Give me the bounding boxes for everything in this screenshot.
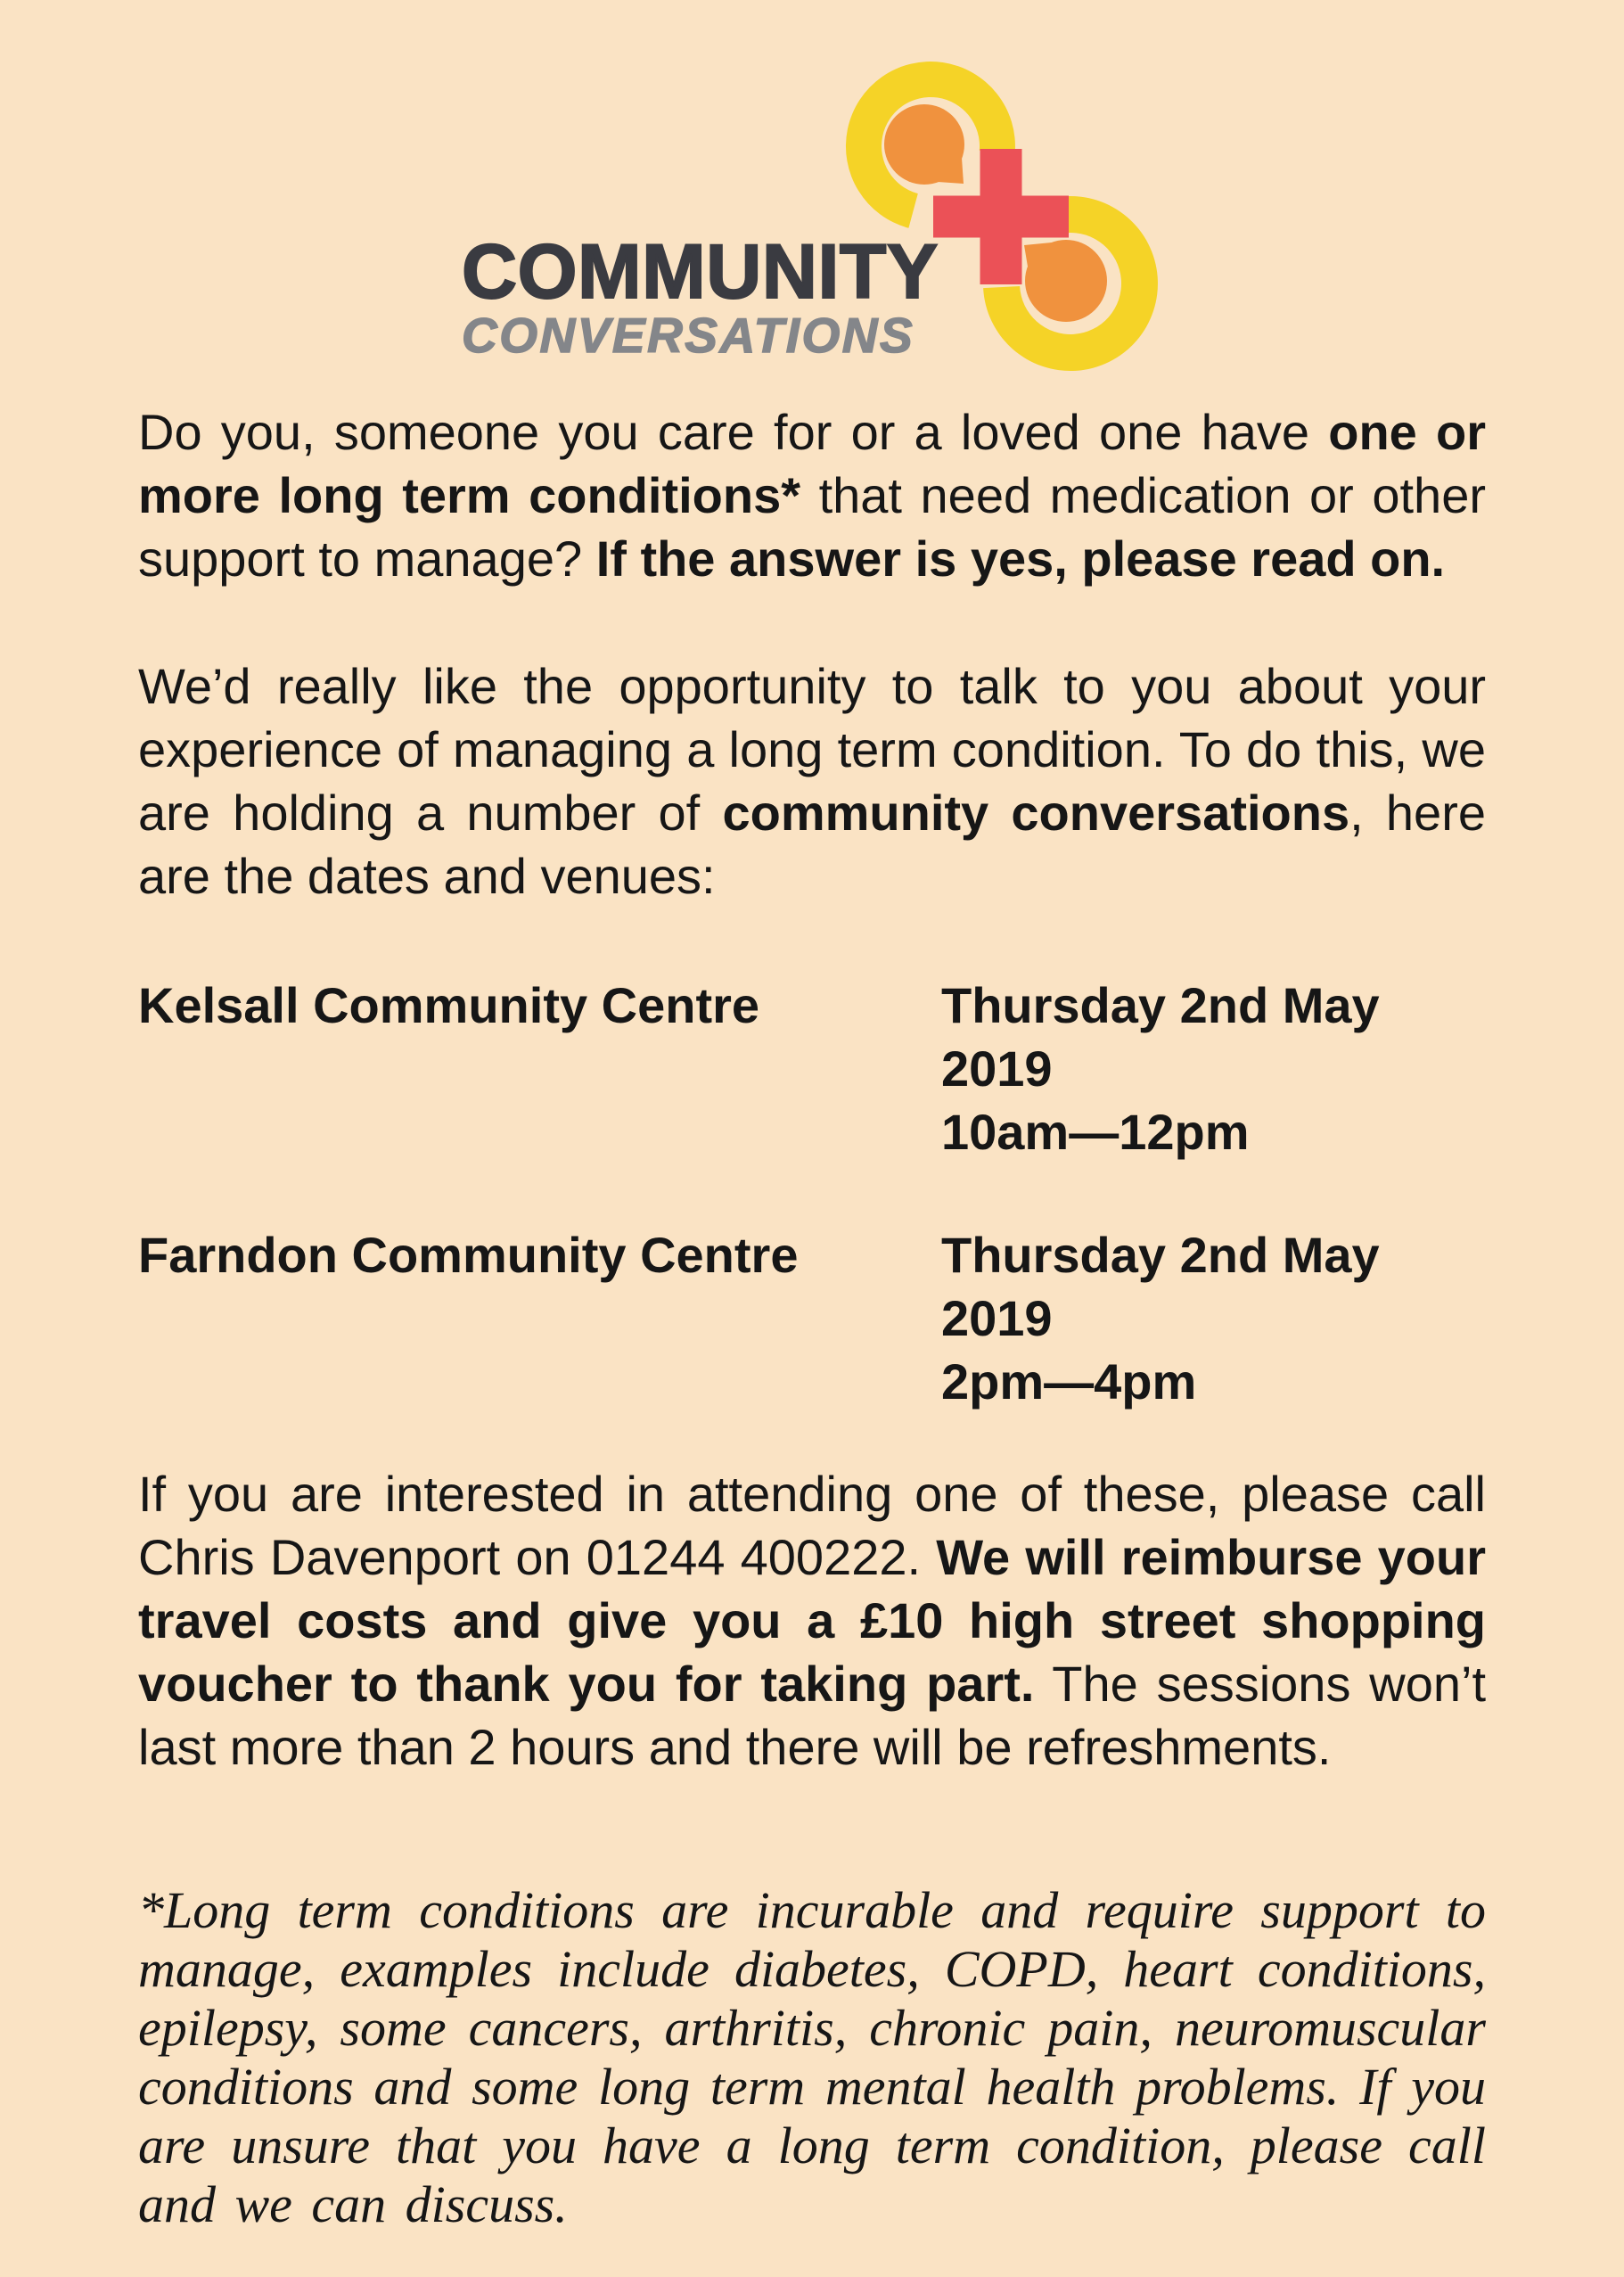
- text-segment: We’d really like the opportunity to talk to you about your experience of managing a long term condition. To do this, we are holding a number of: [138, 658, 1486, 841]
- text-segment: The sessions won’t last more than 2 hours and there will be refreshments.: [138, 1656, 1487, 1775]
- intro-paragraph: [138, 400, 1486, 590]
- venue-name: Kelsall Community Centre: [138, 977, 760, 1033]
- venue-row-kelsall: [138, 974, 1486, 1163]
- text-segment: If you are interested in attending one of these, please call Chris Davenport on 01244 400222.: [138, 1466, 1486, 1585]
- text-segment: , here are the dates and venues:: [138, 785, 1486, 904]
- venue-when: [941, 974, 1486, 1163]
- venue-when: [941, 1223, 1486, 1413]
- text-segment-bold: We will reimburse your travel costs and give you a £10 high street shopping voucher to thank you for taking part.: [138, 1529, 1486, 1712]
- text-segment: that need medication or other support to manage?: [138, 467, 1486, 587]
- text-segment-bold: community conversations: [722, 785, 1350, 841]
- long-term-conditions-footnote: *Long term conditions are incurable and require support to manage, examples include diabetes, COPD, heart conditions, epilepsy, some cancers, arthritis, chronic pain, neuromuscular conditions and some long term mental health problems. If you are unsure that you have a long term condition, please call and we can discuss.: [138, 1881, 1486, 2233]
- logo: [460, 46, 1164, 378]
- venue-row-farndon: [138, 1223, 1486, 1413]
- text-segment-bold: If the answer is yes, please read on.: [595, 530, 1446, 587]
- text-segment: Do you, someone you care for or a loved one have: [138, 404, 1329, 460]
- logo-subtitle: CONVERSATIONS: [462, 308, 915, 363]
- flyer-content: [0, 400, 1624, 2234]
- venue-date: Thursday 2nd May 2019: [941, 1227, 1380, 1346]
- venue-time: 2pm—4pm: [941, 1353, 1197, 1410]
- venue-date: Thursday 2nd May 2019: [941, 977, 1380, 1097]
- text-segment-bold: one or more long term conditions*: [138, 404, 1486, 523]
- contact-paragraph: [138, 1462, 1486, 1779]
- logo-title: COMMUNITY: [462, 229, 939, 315]
- invite-paragraph: [138, 654, 1486, 908]
- venue-time: 10am—12pm: [941, 1104, 1250, 1160]
- venue-schedule: [138, 974, 1486, 1413]
- venue-name: Farndon Community Centre: [138, 1227, 799, 1283]
